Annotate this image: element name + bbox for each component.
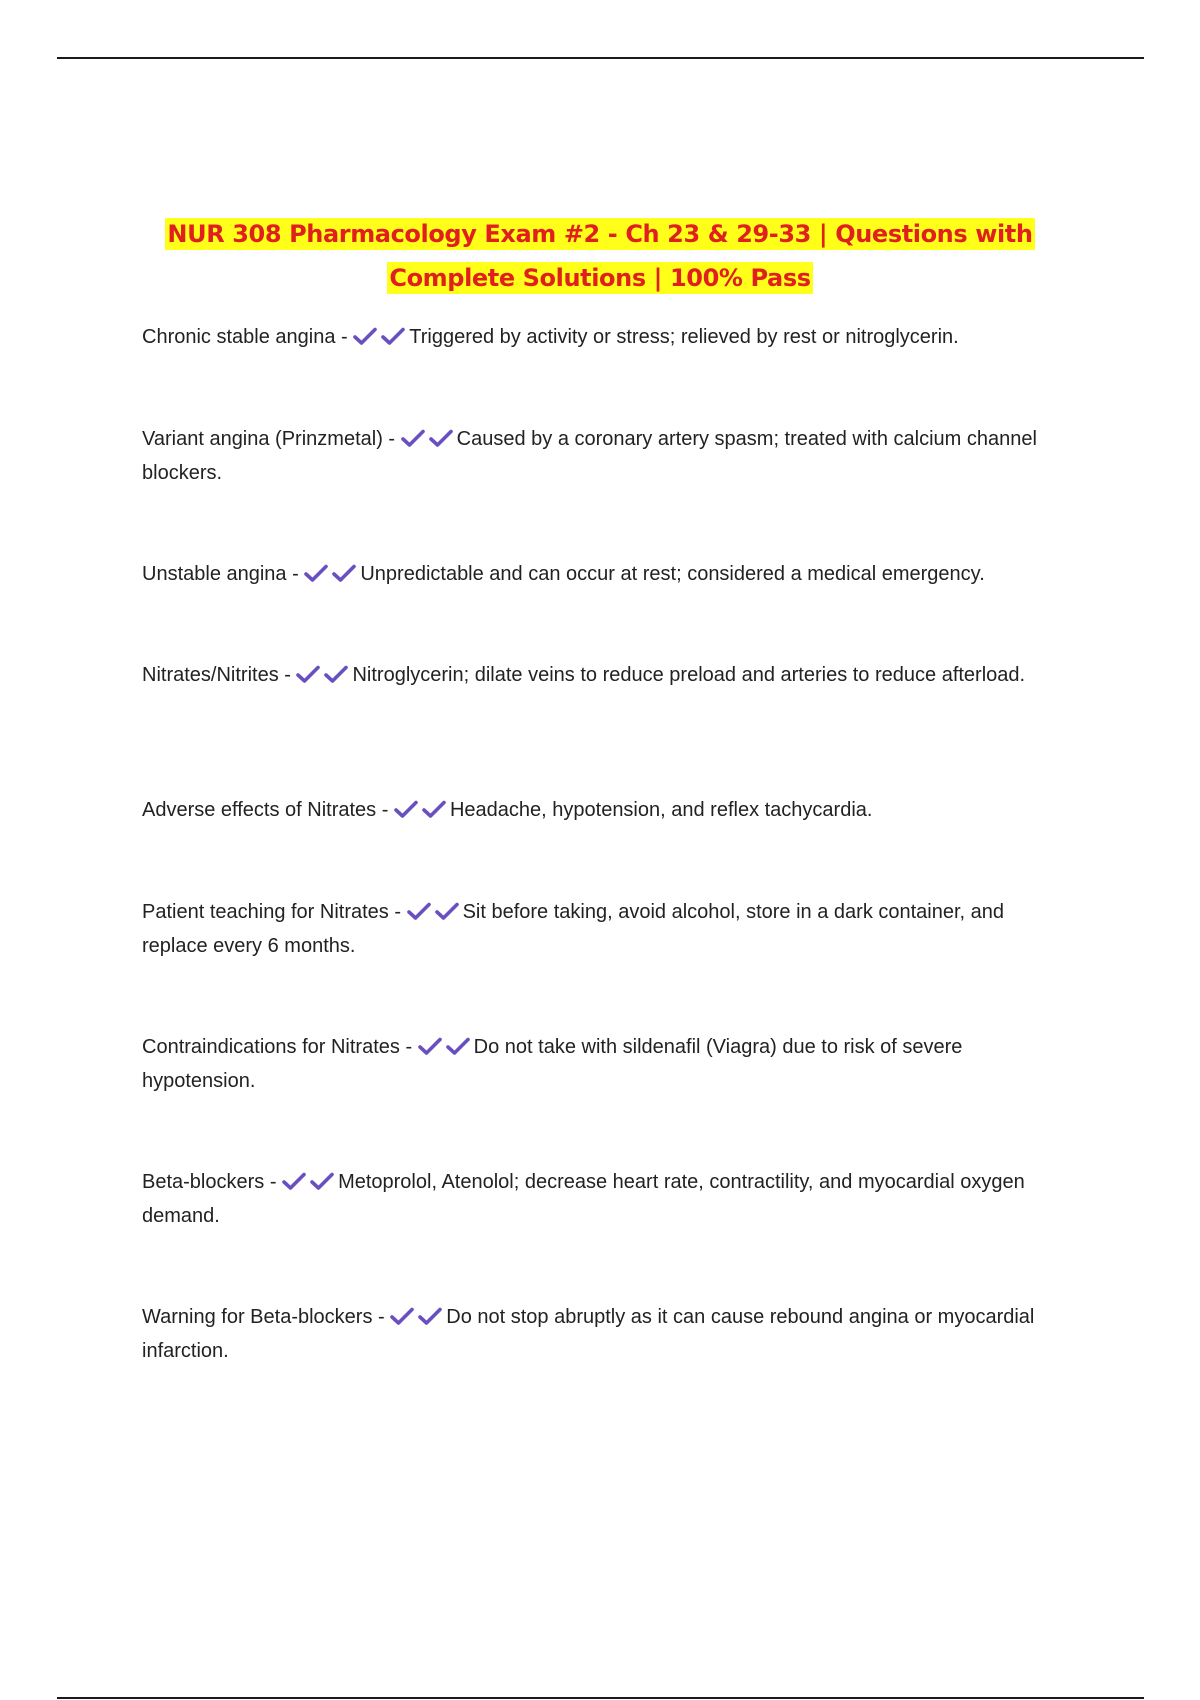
qa-separator: - <box>264 1171 283 1193</box>
checkmark-icon <box>446 1036 470 1056</box>
qa-answer: Caused by a coronary artery spasm; treated with calcium channel blockers. <box>142 428 1037 484</box>
qa-item <box>142 895 1062 963</box>
qa-answer: Do not take with sildenafil (Viagra) due to risk of severe hypotension. <box>142 1036 963 1092</box>
qa-term: Chronic stable angina <box>142 326 336 348</box>
checkmark-icon <box>353 326 377 346</box>
checkmark-icon <box>381 326 405 346</box>
checkmark-icon <box>435 901 459 921</box>
qa-answer: Nitroglycerin; dilate veins to reduce preload and arteries to reduce afterload. <box>352 664 1026 686</box>
qa-term: Nitrates/Nitrites <box>142 664 279 686</box>
checkmark-icon <box>418 1306 442 1326</box>
qa-term: Patient teaching for Nitrates <box>142 901 389 923</box>
title-line-1: NUR 308 Pharmacology Exam #2 - Ch 23 & 29-33 | Questions with <box>167 220 1033 248</box>
qa-answer: Unpredictable and can occur at rest; considered a medical emergency. <box>360 563 985 585</box>
qa-term: Contraindications for Nitrates <box>142 1036 400 1058</box>
qa-item <box>142 320 1062 354</box>
qa-answer: Triggered by activity or stress; relieved by rest or nitroglycerin. <box>409 326 959 348</box>
checkmark-icon <box>418 1036 442 1056</box>
qa-separator: - <box>372 1306 391 1328</box>
qa-separator: - <box>376 799 394 821</box>
qa-separator: - <box>278 664 297 686</box>
qa-separator: - <box>388 901 407 923</box>
checkmark-icon <box>394 799 418 819</box>
checkmark-icon <box>407 901 431 921</box>
checkmark-icon <box>296 664 320 684</box>
checkmark-icon <box>429 428 453 448</box>
qa-item <box>142 1165 1062 1233</box>
title-line-2: Complete Solutions | 100% Pass <box>389 264 811 292</box>
qa-term: Variant angina (Prinzmetal) <box>142 428 383 450</box>
qa-item <box>142 557 1062 591</box>
qa-answer: Sit before taking, avoid alcohol, store in a dark container, and replace every 6 months. <box>142 901 1005 957</box>
qa-separator: - <box>399 1036 418 1058</box>
qa-item <box>142 1300 1062 1368</box>
qa-answer: Headache, hypotension, and reflex tachycardia. <box>449 799 873 821</box>
qa-answer: Do not stop abruptly as it can cause rebound angina or myocardial infarction. <box>142 1306 1035 1362</box>
checkmark-icon <box>401 428 425 448</box>
qa-term: Unstable angina <box>142 563 287 585</box>
qa-term: Warning for Beta-blockers <box>142 1306 373 1328</box>
document-title <box>130 212 1070 300</box>
qa-item <box>142 1030 1062 1098</box>
checkmark-icon <box>324 664 348 684</box>
checkmark-icon <box>422 799 446 819</box>
checkmark-icon <box>390 1306 414 1326</box>
qa-item <box>142 793 1062 827</box>
qa-answer: Metoprolol, Atenolol; decrease heart rate, contractility, and myocardial oxygen demand. <box>142 1171 1025 1227</box>
qa-separator: - <box>382 428 401 450</box>
checkmark-icon <box>304 563 328 583</box>
qa-item <box>142 658 1062 692</box>
qa-term: Adverse effects of Nitrates <box>142 799 377 821</box>
bottom-rule <box>57 1697 1144 1699</box>
checkmark-icon <box>332 563 356 583</box>
checkmark-icon <box>310 1171 334 1191</box>
qa-item <box>142 422 1062 490</box>
qa-term: Beta-blockers <box>142 1171 265 1193</box>
top-rule <box>57 57 1144 59</box>
qa-separator: - <box>286 563 305 585</box>
checkmark-icon <box>282 1171 306 1191</box>
qa-separator: - <box>335 326 354 348</box>
